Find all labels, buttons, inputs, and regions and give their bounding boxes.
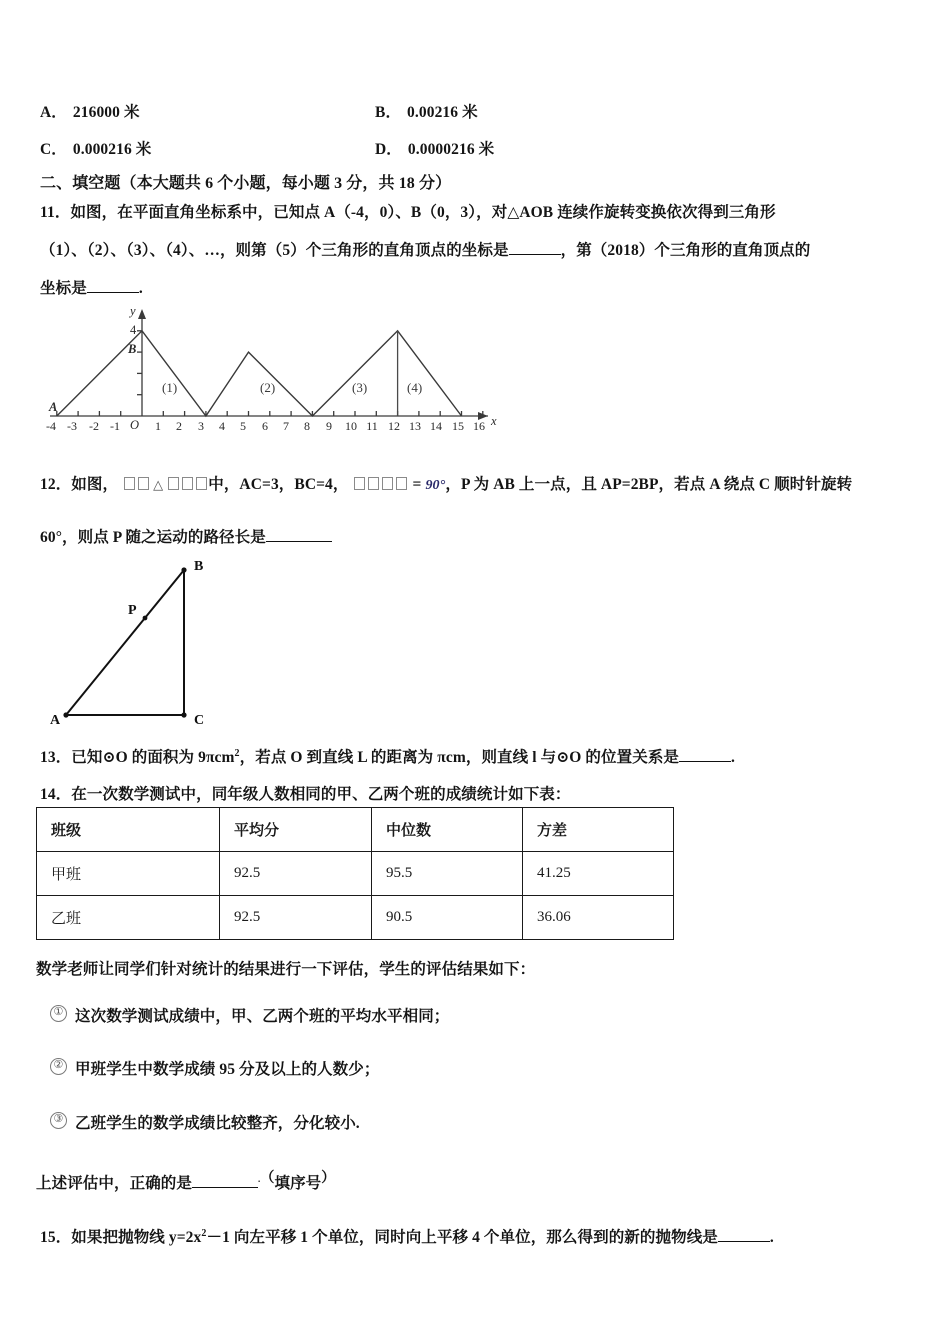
question-13: [40, 745, 735, 767]
table-cell-class: 甲班: [37, 852, 220, 896]
q15-text-a: 15．如果把抛物线 y=2x: [40, 1229, 202, 1246]
missing-glyph-box: [196, 477, 207, 490]
y-axis-arrow: [138, 309, 146, 319]
q13-text-b: ，若点 O 到直线 L 的距离为 πcm，则直线 l 与⊙O 的位置关系是: [239, 749, 680, 766]
svg-text:8: 8: [304, 419, 310, 433]
q13-text-c: .: [731, 749, 735, 766]
choice-b: [375, 100, 478, 122]
q11-answer-blank-2[interactable]: [87, 277, 139, 293]
q12-angle-value: 90°: [425, 478, 446, 493]
table-row: [37, 852, 674, 896]
missing-glyph-box: [396, 477, 407, 490]
svg-text:16: 16: [473, 419, 485, 433]
table-cell-mean: 92.5: [220, 852, 372, 896]
q12-text-mid: 中，AC=3，BC=4，: [208, 476, 349, 493]
triangle-vertex-b-label: B: [194, 559, 204, 574]
triangle-label-3: (3): [352, 380, 368, 395]
x-axis-label: x: [491, 414, 497, 428]
point-dot-p: [143, 616, 148, 621]
choice-d-label: D．: [375, 141, 402, 158]
q14-paren-close: ）: [321, 1171, 336, 1186]
q12-line2-text: 60°，则点 P 随之运动的路径长是: [40, 529, 266, 546]
q14-paren-open: （: [260, 1171, 275, 1186]
question-12-line-1: [40, 472, 852, 494]
triangle-vertex-a-label: A: [50, 713, 61, 728]
coordinate-plane-svg: [44, 303, 504, 445]
table-cell-variance: 41.25: [523, 852, 674, 896]
triangle-label-1: (1): [162, 380, 178, 395]
q11-line3-text-a: 坐标是: [40, 280, 87, 297]
svg-text:12: 12: [388, 419, 400, 433]
triangle-index-labels: [162, 380, 422, 395]
question-11-line-2: [40, 238, 810, 260]
table-cell-median: 90.5: [372, 896, 523, 940]
x-tick-labels: [46, 419, 485, 433]
question-11-line-1: 11．如图，在平面直角坐标系中，已知点 A（‑4，0）、B（0，3），对△AOB 连续作旋转变换依次得到三角形: [40, 204, 776, 221]
y-axis-label: y: [130, 304, 136, 318]
choice-c-label: C．: [40, 141, 67, 158]
svg-text:2: 2: [176, 419, 182, 433]
q12-text-pre: 12．如图，: [40, 476, 119, 493]
missing-glyph-box: [124, 477, 135, 490]
choice-d: [375, 137, 494, 159]
choice-a: [40, 100, 140, 122]
x-axis-ticks: [57, 411, 483, 416]
q13-answer-blank[interactable]: [679, 746, 731, 762]
q14-answer-blank[interactable]: [192, 1172, 261, 1188]
origin-label: O: [130, 418, 140, 432]
q15-answer-blank[interactable]: [718, 1226, 770, 1242]
svg-text:10: 10: [345, 419, 357, 433]
svg-text:5: 5: [240, 419, 246, 433]
q15-text-c: .: [769, 1229, 774, 1246]
svg-text:-3: -3: [67, 419, 77, 433]
q13-superscript: 2: [234, 747, 240, 759]
svg-text:-4: -4: [46, 419, 56, 433]
segment-ab: [66, 570, 184, 715]
choice-a-text: 216000 米: [72, 104, 140, 121]
q14-conclusion-dot: .: [258, 1174, 261, 1184]
question-11-line-3: [40, 276, 143, 298]
svg-text:11: 11: [366, 419, 378, 433]
q14-conclusion-text: 上述评估中，正确的是: [36, 1175, 193, 1193]
right-triangle-figure: [44, 552, 274, 737]
missing-glyph-box: [368, 477, 379, 490]
table-row: [37, 896, 674, 940]
point-b-label: B: [128, 342, 137, 356]
question-14-line-1: 14．在一次数学测试中，同年级人数相同的甲、乙两个班的成绩统计如下表：: [40, 786, 571, 803]
triangle-vertex-c-label: C: [194, 713, 205, 728]
choice-b-text: 0.00216 米: [407, 104, 478, 121]
question-14-prompt: 数学老师让同学们针对统计的结果进行一下评估，学生的评估结果如下：: [36, 961, 536, 978]
svg-text:6: 6: [262, 419, 268, 433]
svg-text:14: 14: [430, 419, 442, 433]
triangle-point-p-label: P: [128, 603, 137, 618]
choice-c-text: 0.000216 米: [72, 141, 152, 158]
missing-glyph-box: [138, 477, 149, 490]
svg-text:13: 13: [409, 419, 421, 433]
q11-answer-blank-1[interactable]: [509, 239, 561, 255]
point-a-label: A: [49, 400, 58, 414]
evaluation-item-1: [50, 1004, 449, 1026]
circled-number-2: ②: [50, 1058, 67, 1075]
question-14-conclusion: [36, 1167, 335, 1193]
evaluation-item-1-text: 这次数学测试成绩中，甲、乙两个班的平均水平相同；: [75, 1008, 450, 1025]
svg-text:7: 7: [283, 419, 289, 433]
table-cell-median: 95.5: [372, 852, 523, 896]
evaluation-item-3: [50, 1111, 360, 1133]
q12-answer-blank[interactable]: [266, 526, 332, 542]
q15-superscript: 2: [201, 1227, 207, 1239]
svg-text:9: 9: [326, 419, 332, 433]
circled-number-3: ③: [50, 1112, 67, 1129]
q13-text-a: 13．已知⊙O 的面积为 9πcm: [40, 749, 235, 766]
choice-d-text: 0.0000216 米: [407, 141, 495, 158]
q11-line2-text-b: ，第（2018）个三角形的直角顶点的: [560, 242, 811, 259]
missing-glyph-box: [382, 477, 393, 490]
table-cell-mean: 92.5: [220, 896, 372, 940]
y-tick-label-4: 4: [130, 323, 137, 337]
table-header-variance: 方差: [523, 808, 674, 852]
q11-line2-text-a: （1）、（2）、（3）、（4）、…，则第（5）个三角形的直角顶点的坐标是: [40, 242, 509, 259]
evaluation-item-3-text: 乙班学生的数学成绩比较整齐，分化较小.: [75, 1115, 360, 1132]
score-statistics-table: [36, 807, 674, 940]
svg-text:4: 4: [219, 419, 225, 433]
evaluation-item-2-text: 甲班学生中数学成绩 95 分及以上的人数少；: [75, 1061, 380, 1078]
question-12-line-2: [40, 525, 332, 547]
circled-number-1: ①: [50, 1005, 67, 1022]
missing-glyph-box: [354, 477, 365, 490]
evaluation-item-2: [50, 1057, 379, 1079]
choice-c: [40, 137, 151, 159]
svg-text:3: 3: [198, 419, 204, 433]
triangle-label-2: (2): [260, 380, 276, 395]
missing-glyph-box: [168, 477, 179, 490]
triangle-label-4: (4): [407, 380, 423, 395]
vertex-dot-a: [63, 712, 68, 717]
vertex-dot-c: [181, 712, 186, 717]
svg-text:-2: -2: [89, 419, 99, 433]
q12-text-post: ，P 为 AB 上一点，且 AP=2BP，若点 A 绕点 C 顺时针旋转: [445, 476, 853, 493]
q11-line3-text-b: .: [138, 280, 143, 297]
table-header-class: 班级: [37, 808, 220, 852]
svg-text:15: 15: [452, 419, 464, 433]
missing-glyph-box: [182, 477, 193, 490]
q12-equals: =: [412, 476, 422, 493]
triangle-symbol: △: [153, 477, 164, 492]
table-header-mean: 平均分: [220, 808, 372, 852]
q15-text-b: －1 向左平移 1 个单位，同时向上平移 4 个单位，那么得到的新的抛物线是: [206, 1229, 718, 1246]
table-cell-variance: 36.06: [523, 896, 674, 940]
svg-text:-1: -1: [110, 419, 120, 433]
table-header-row: [37, 808, 674, 852]
svg-text:1: 1: [155, 419, 161, 433]
coordinate-plane-figure: [44, 303, 504, 445]
section-heading: 二、填空题（本大题共 6 个小题，每小题 3 分，共 18 分）: [40, 175, 452, 192]
table-cell-class: 乙班: [37, 896, 220, 940]
rotated-triangles-polyline: [57, 331, 462, 416]
right-triangle-svg: [44, 552, 274, 737]
y-axis-ticks: [137, 331, 142, 395]
choice-b-label: B．: [375, 104, 402, 121]
q14-conclusion-note: 填序号: [274, 1175, 322, 1193]
vertex-dot-b: [181, 567, 186, 572]
choice-a-label: A．: [40, 104, 67, 121]
question-15: [40, 1225, 774, 1247]
table-header-median: 中位数: [372, 808, 523, 852]
